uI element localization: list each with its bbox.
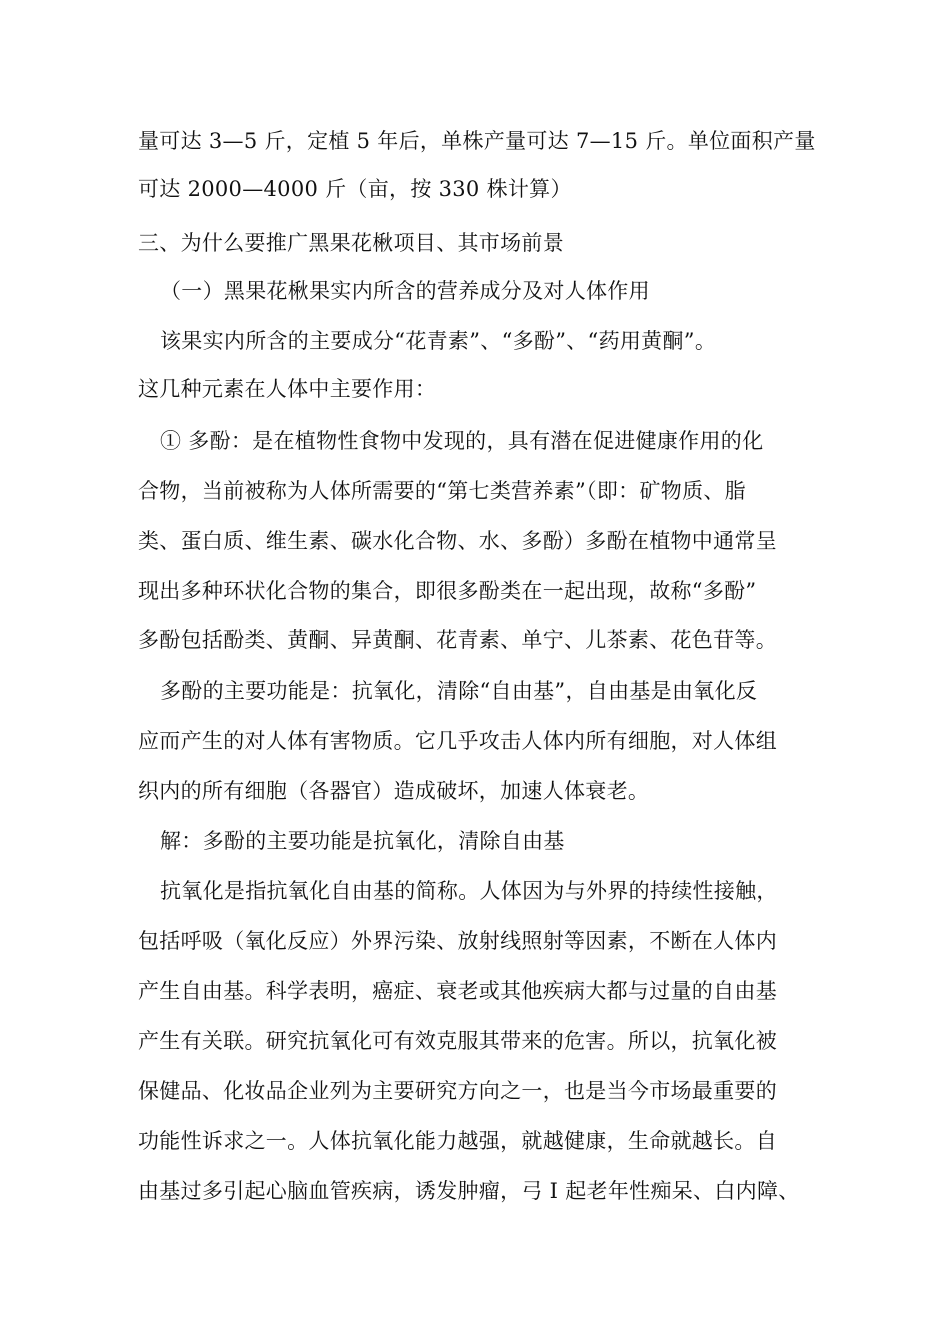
body-line-18: 产生自由基。科学表明，癌症、衰老或其他疾病大都与过量的自由基 <box>138 979 777 1003</box>
body-line-9: 类、蛋白质、维生素、碳水化合物、水、多酚）多酚在植物中通常呈 <box>138 529 777 553</box>
body-line-19: 产生有关联。研究抗氧化可有效克服其带来的危害。所以，抗氧化被 <box>138 1029 777 1053</box>
subsection-heading: （一）黑果花楸果实内所含的营养成分及对人体作用 <box>160 279 650 303</box>
body-line-10: 现出多种环状化合物的集合，即很多酚类在一起出现，故称“多酚” <box>138 579 757 603</box>
section-heading: 三、为什么要推广黑果花楸项目、其市场前景 <box>138 231 564 255</box>
body-line-20: 保健品、化妆品企业列为主要研究方向之一，也是当今市场最重要的 <box>138 1079 777 1103</box>
body-line-14: 织内的所有细胞（各器官）造成破坏，加速人体衰老。 <box>138 779 650 803</box>
body-line-11: 多酚包括酚类、黄酮、异黄酮、花青素、单宁、儿茶素、花色苷等。 <box>138 628 777 652</box>
list-item-1: ① 多酚：是在植物性食物中发现的，具有潜在促进健康作用的化 <box>160 429 764 453</box>
body-line-2: 可达 2000—4000 斤（亩，按 330 株计算） <box>138 177 572 201</box>
body-line-21: 功能性诉求之一。人体抗氧化能力越强，就越健康，生命就越长。自 <box>138 1129 777 1153</box>
body-line-6: 这几种元素在人体中主要作用： <box>138 377 437 401</box>
body-line-5: 该果实内所含的主要成分“花青素”、“多酚”、“药用黄酮”。 <box>160 329 717 353</box>
body-line-1: 量可达 3—5 斤，定植 5 年后，单株产量可达 7—15 斤。单位面积产量 <box>138 129 816 153</box>
body-line-16: 抗氧化是指抗氧化自由基的简称。人体因为与外界的持续性接触， <box>160 879 778 903</box>
body-line-12: 多酚的主要功能是：抗氧化，清除“自由基”，自由基是由氧化反 <box>160 679 758 703</box>
body-line-8: 合物，当前被称为人体所需要的“第七类营养素”（即：矿物质、脂 <box>138 479 746 503</box>
body-line-13: 应而产生的对人体有害物质。它几乎攻击人体内所有细胞，对人体组 <box>138 729 777 753</box>
body-line-17: 包括呼吸（氧化反应）外界污染、放射线照射等因素，不断在人体内 <box>138 929 777 953</box>
body-line-15: 解：多酚的主要功能是抗氧化，清除自由基 <box>160 829 565 853</box>
body-line-22: 由基过多引起心脑血管疾病，诱发肿瘤，弓 I 起老年性痴呆、白内障、 <box>138 1179 800 1203</box>
